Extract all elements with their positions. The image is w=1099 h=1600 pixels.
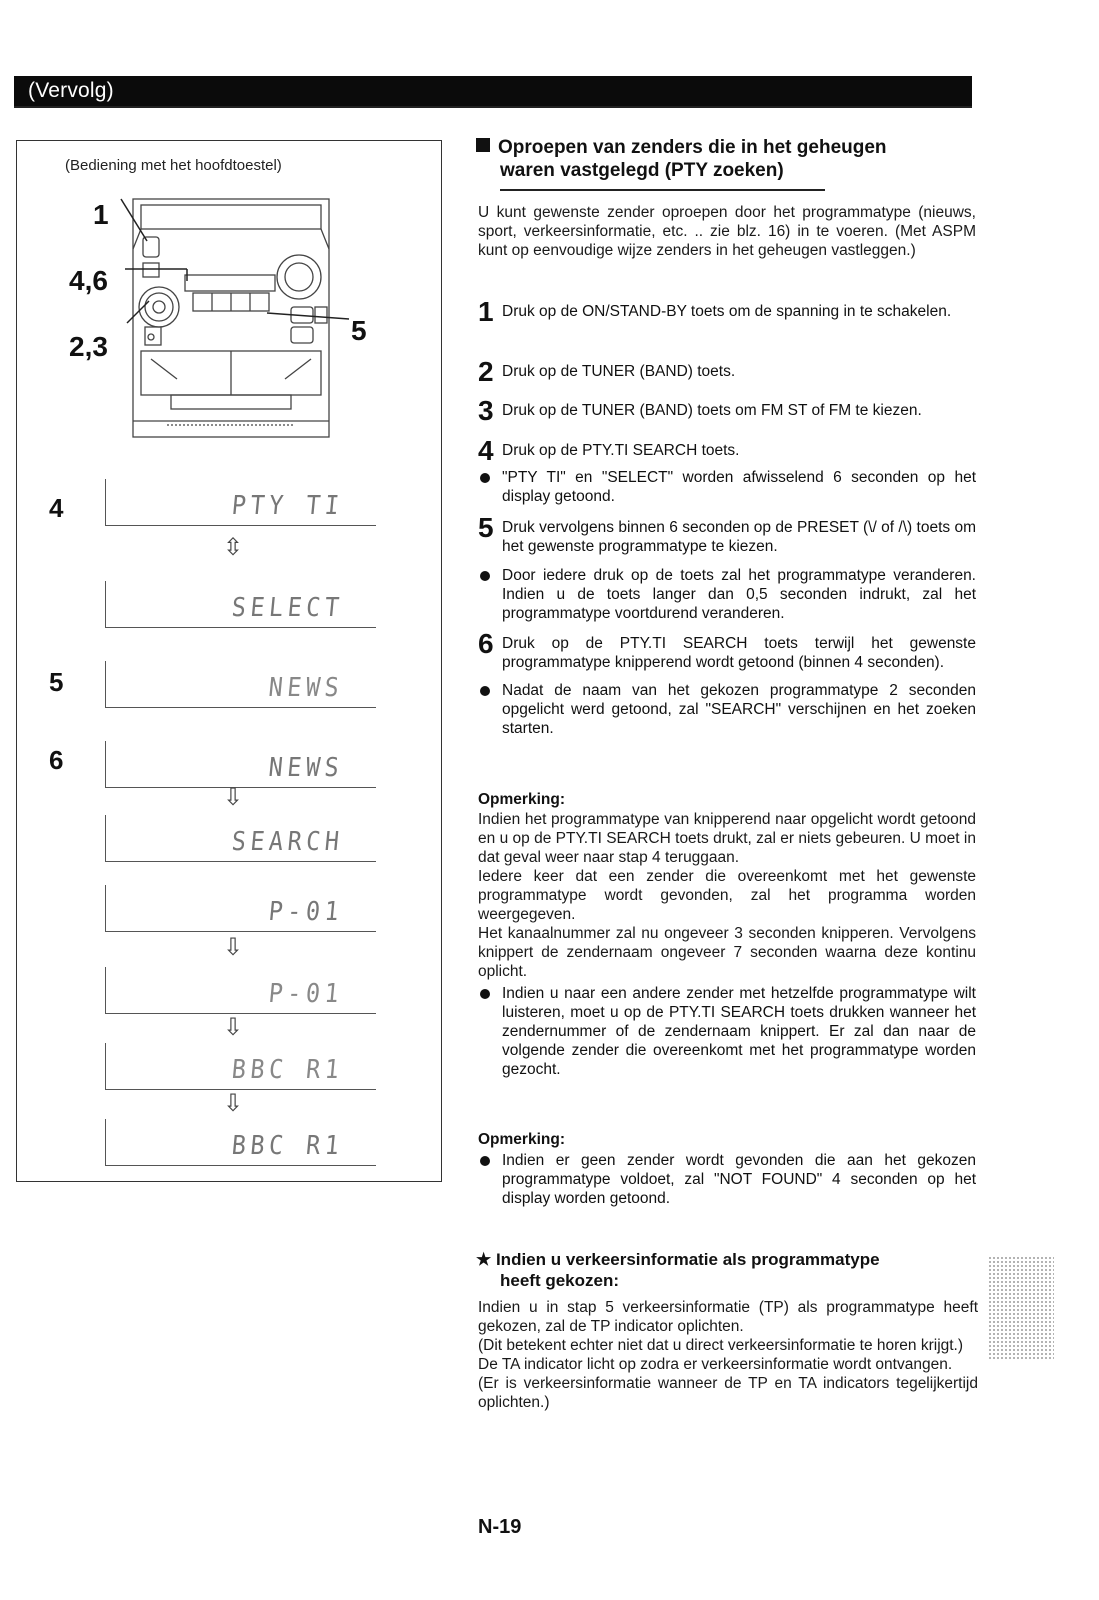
step-text: Druk op de TUNER (BAND) toets.	[502, 363, 736, 380]
callout-2-3: 2,3	[69, 331, 108, 362]
bullet-text: Indien u naar een andere zender met hetzelfde programmatype wilt luisteren, moet u op de PTY.TI SEARCH toets drukken wanneer het zendernummer of de zendernaam knippert. Er zal dan naar de volgende zender die overeenkomt met het programmatype worden gezocht.	[502, 985, 976, 1078]
bullet-dot-icon	[480, 686, 490, 696]
display-text: PTY TI	[230, 491, 345, 521]
step-text: Druk op de PTY.TI SEARCH toets.	[502, 442, 740, 459]
section-banner	[14, 76, 972, 106]
note-2-title: Opmerking:	[478, 1131, 565, 1148]
panel-step-4: 4	[49, 493, 64, 523]
step-number: 2	[478, 356, 494, 387]
step-number: 6	[478, 628, 494, 659]
traffic-paragraph: Indien u in stap 5 verkeersinformatie (TP) als programmatype heeft gekozen, zal de TP indicator oplichten.	[478, 1299, 978, 1335]
bullet-text: Indien er geen zender wordt gevonden die aan het gekozen programmatype voldoet, zal "NOT FOUND" 4 seconden op het display worden getoond.	[502, 1152, 976, 1207]
callout-1: 1	[93, 199, 109, 230]
bullet-dot-icon	[480, 473, 490, 483]
display-news	[105, 741, 376, 788]
down-arrow-icon: ⇩	[223, 933, 244, 961]
display-text: NEWS	[267, 673, 345, 703]
step-number: 3	[478, 395, 494, 426]
note-1-body	[478, 810, 976, 981]
traffic-info-body	[478, 1298, 978, 1412]
bullet-step-6	[478, 681, 976, 738]
display-text: SEARCH	[230, 827, 345, 857]
display-text: P-01	[267, 979, 345, 1009]
panel-caption: (Bediening met het hoofdtoestel)	[65, 157, 282, 174]
bullet-step-5	[478, 566, 976, 623]
step-text: Druk op de ON/STAND-BY toets om de spanning in te schakelen.	[502, 303, 952, 320]
bullet-dot-icon	[480, 1156, 490, 1166]
bullet-dot-icon	[480, 571, 490, 581]
page-number: N-19	[478, 1516, 522, 1538]
traffic-paragraph: De TA indicator licht op zodra er verkeersinformatie wordt ontvangen.	[478, 1356, 953, 1373]
note-2-bullet	[478, 1151, 976, 1208]
heading-line-1: Oproepen van zenders die in het geheugen	[498, 137, 887, 158]
display-station-blinking	[105, 1043, 376, 1090]
down-arrow-icon: ⇩	[223, 1013, 244, 1041]
bullet-dot-icon	[480, 989, 490, 999]
down-arrow-icon: ⇩	[223, 1089, 244, 1117]
operation-panel	[16, 140, 442, 1182]
bullet-text: Nadat de naam van het gekozen programmatype 2 seconden opgelicht werd getoond, zal "SEARCH" verschijnen en het zoeken starten.	[502, 682, 976, 737]
traffic-heading-line-1: ★ Indien u verkeersinformatie als programmatype	[476, 1250, 880, 1269]
note-paragraph: Iedere keer dat een zender die overeenkomt met het gewenste programmatype wordt gevonden, zal het programma worden weergegeven.	[478, 868, 976, 923]
step-2	[478, 356, 976, 387]
display-text: BBC R1	[230, 1131, 345, 1161]
note-1-bullet	[478, 984, 976, 1079]
banner-title: (Vervolg)	[28, 79, 114, 102]
display-channel-blinking	[105, 967, 376, 1014]
traffic-paragraph: (Dit betekent echter niet dat u direct verkeersinformatie te horen krijgt.)	[478, 1337, 964, 1354]
down-arrow-icon: ⇩	[223, 783, 244, 811]
panel-step-6: 6	[49, 745, 64, 775]
display-text: SELECT	[230, 593, 345, 623]
display-select	[105, 581, 376, 628]
step-number: 1	[478, 296, 494, 327]
section-heading	[476, 136, 976, 182]
traffic-info-heading	[476, 1249, 966, 1291]
display-text: P-01	[267, 897, 345, 927]
heading-line-2: waren vastgelegd (PTY zoeken)	[500, 160, 784, 181]
bullet-text: Door iedere druk op de toets zal het programmatype veranderen. Indien u de toets langer dan 0,5 seconden indrukt, zal het programmatype voortdurend veranderen.	[502, 567, 976, 622]
bullet-step-4	[478, 468, 976, 506]
note-paragraph: Indien het programmatype van knipperend naar opgelicht wordt getoond en u op de PTY.TI SEARCH toets drukt, zal er niets gebeuren. U moet in dat geval weer naar stap 4 teruggaan.	[478, 811, 976, 866]
display-news-blinking	[105, 661, 376, 708]
display-text: BBC R1	[230, 1055, 345, 1085]
step-3	[478, 395, 976, 426]
updown-arrow-icon: ⇳	[223, 533, 244, 561]
heading-underline	[500, 189, 825, 191]
display-channel	[105, 885, 376, 932]
step-number: 5	[478, 512, 494, 543]
display-search	[105, 815, 376, 862]
step-number: 4	[478, 435, 494, 466]
callout-5: 5	[351, 315, 367, 346]
step-text: Druk vervolgens binnen 6 seconden op de PRESET (\/ of /\) toets om het gewenste programmatype te kiezen.	[502, 519, 976, 555]
halftone-decoration	[988, 1256, 1054, 1360]
traffic-paragraph: (Er is verkeersinformatie wanneer de TP en TA indicators tegelijkertijd oplichten.)	[478, 1375, 978, 1411]
bullet-text: "PTY TI" en "SELECT" worden afwisselend 6 seconden op het display getoond.	[502, 469, 976, 505]
step-text: Druk op de PTY.TI SEARCH toets terwijl het gewenste programmatype knipperend wordt getoond (binnen 4 seconden).	[502, 635, 976, 671]
stereo-unit-illustration	[67, 189, 397, 449]
note-paragraph: Het kanaalnummer zal nu ongeveer 3 seconden knipperen. Vervolgens knippert de zendernaam ongeveer 7 seconden waarna deze kontinu oplicht.	[478, 925, 976, 980]
callout-4-6: 4,6	[69, 265, 108, 296]
step-6	[478, 628, 976, 672]
panel-step-5: 5	[49, 667, 64, 697]
intro-paragraph: U kunt gewenste zender oproepen door het programmatype (nieuws, sport, verkeersinformatie, etc. .. zie blz. 16) in te voeren. (Met ASPM kunt op eenvoudige wijze zenders in het geheugen vastleggen.)	[478, 204, 976, 259]
banner-rule	[14, 106, 972, 108]
traffic-heading-line-2: heeft gekozen:	[500, 1271, 620, 1290]
step-1	[478, 296, 976, 327]
display-pty-ti	[105, 479, 376, 526]
display-text: NEWS	[267, 753, 345, 783]
step-text: Druk op de TUNER (BAND) toets om FM ST of FM te kiezen.	[502, 402, 922, 419]
step-5	[478, 512, 976, 556]
note-1-title: Opmerking:	[478, 791, 565, 808]
display-station	[105, 1119, 376, 1166]
square-bullet-icon	[476, 138, 490, 152]
step-4	[478, 435, 976, 466]
